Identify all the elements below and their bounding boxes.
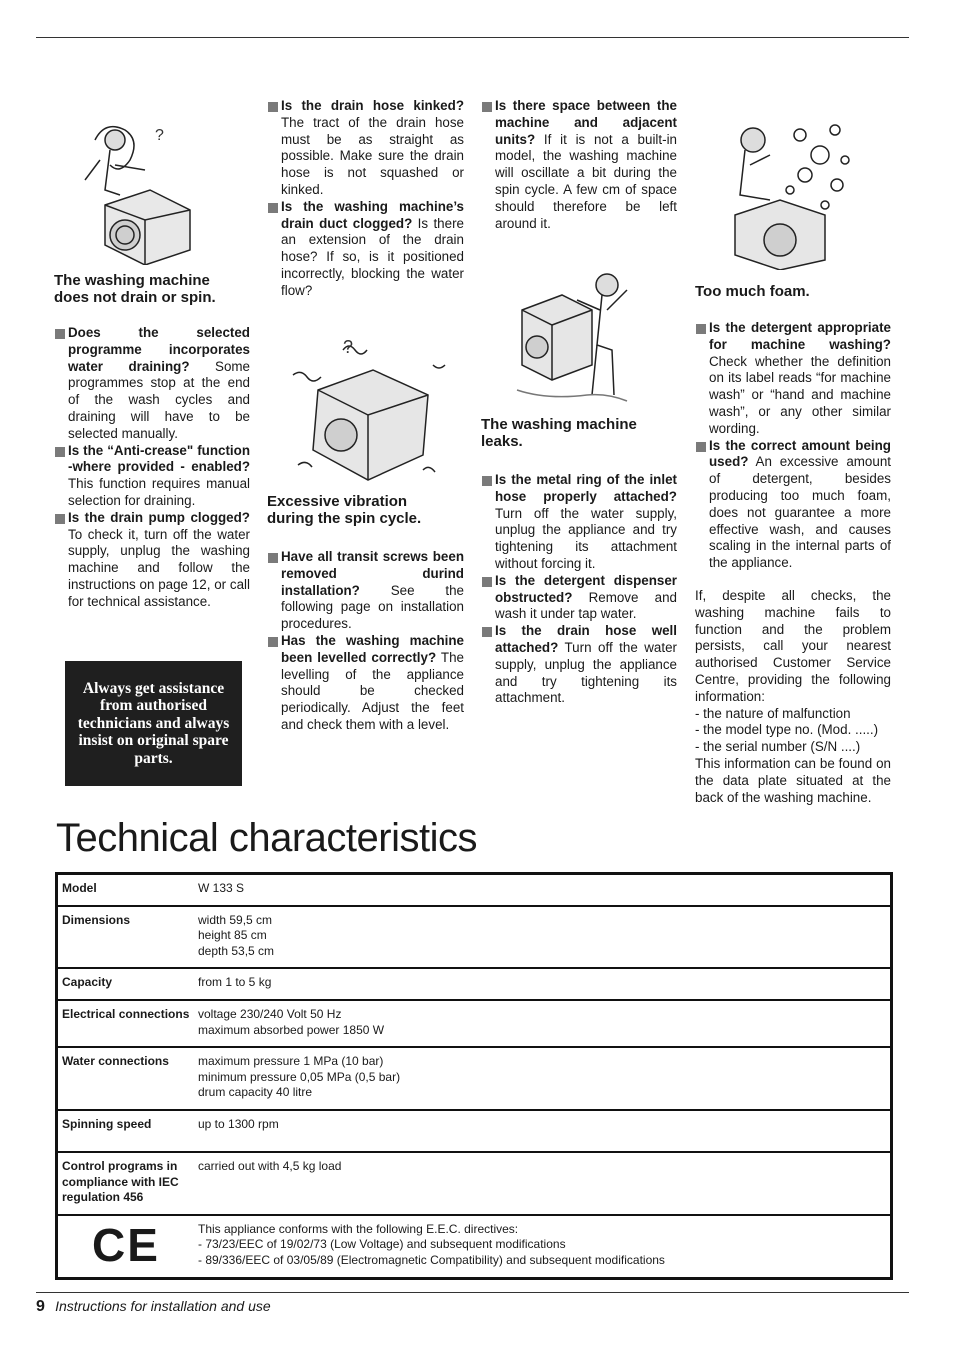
column-leaks bbox=[481, 416, 677, 707]
checklist-item: Has the washing machine been levelled correctly? The levelling of the appliance should be checked periodically. Adjust the feet and check them with a level. bbox=[267, 633, 464, 734]
column-not-draining bbox=[54, 272, 250, 611]
assistance-callout: Always get assistance from authorised technicians and always insist on original spare parts. bbox=[65, 661, 242, 786]
checklist-item: Is the “Anti-crease" function -where provided - enabled? This function requires manual selection for draining. bbox=[54, 443, 250, 510]
column-foam bbox=[695, 283, 891, 806]
column-drain-vibration bbox=[267, 98, 464, 300]
bullet-square-icon bbox=[482, 476, 492, 486]
row-value: W 133 S bbox=[194, 874, 892, 906]
table-row bbox=[57, 968, 892, 1000]
page-footer bbox=[36, 1298, 271, 1316]
table-row bbox=[57, 1215, 892, 1278]
checklist-item: Is the drain hose kinked? The tract of the drain hose must be as straight as possible. Make sure the drain hose is not squashed or kinked. bbox=[267, 98, 464, 199]
table-row bbox=[57, 1152, 892, 1215]
row-value: maximum pressure 1 MPa (10 bar) minimum pressure 0,05 MPa (0,5 bar) drum capacity 40 litre bbox=[194, 1047, 892, 1110]
bullet-square-icon bbox=[268, 203, 278, 213]
page-title: Technical characteristics bbox=[56, 816, 477, 860]
illustration-excessive-vibration bbox=[283, 335, 453, 485]
illustration-machine-leaks bbox=[512, 255, 642, 405]
bullet-square-icon bbox=[482, 577, 492, 587]
column-vibration bbox=[267, 493, 464, 734]
bullet-square-icon bbox=[268, 637, 278, 647]
table-row bbox=[57, 906, 892, 969]
bottom-rule bbox=[36, 1292, 909, 1293]
table-row bbox=[57, 874, 892, 906]
bullet-square-icon bbox=[55, 514, 65, 524]
row-label: Control programs in compliance with IEC regulation 456 bbox=[57, 1152, 195, 1215]
checklist-item: Is there space between the machine and adjacent units? If it is not a built-in model, the washing machine will oscillate a bit during the spin cycle. A few cm of space should therefore be left around it. bbox=[481, 98, 677, 232]
bullet-square-icon bbox=[482, 627, 492, 637]
bullet-square-icon bbox=[268, 102, 278, 112]
svg-text:?: ? bbox=[155, 127, 164, 144]
closing-paragraph: If, despite all checks, the washing machine fails to function and the problem persists, call your nearest authorised Customer Service Centre, providing the following information: bbox=[695, 587, 891, 704]
section-heading: The washing machine does not drain or spin. bbox=[54, 272, 216, 306]
row-value: This appliance conforms with the following E.E.C. directives: - 73/23/EEC of 19/02/73 (Low Voltage) and subsequent modifications - 89/336/EEC of 03/05/89 (Electromagnetic Compatibility) and subsequent modifications bbox=[198, 1221, 665, 1267]
row-value: carried out with 4,5 kg load bbox=[194, 1152, 892, 1215]
checklist-item: Is the correct amount being used? An excessive amount of detergent, besides producing too much foam, does not guarantee a more effective wash, and causes scaling in the internal parts of the appliance. bbox=[695, 438, 891, 572]
row-value: width 59,5 cm height 85 cm depth 53,5 cm bbox=[194, 906, 892, 969]
table-row bbox=[57, 1047, 892, 1110]
row-value: from 1 to 5 kg bbox=[194, 968, 892, 1000]
section-heading: The washing machine leaks. bbox=[481, 416, 637, 450]
illustration-machine-not-draining bbox=[75, 110, 205, 265]
row-label: Spinning speed bbox=[57, 1110, 195, 1152]
bullet-square-icon bbox=[482, 102, 492, 112]
table-row bbox=[57, 1110, 892, 1152]
svg-text:?: ? bbox=[343, 337, 354, 357]
bullet-square-icon bbox=[696, 324, 706, 334]
checklist-item: Is the washing machine’s drain duct clogged? Is there an extension of the drain hose? If so, is it positioned incorrectly, blocking the water flow? bbox=[267, 199, 464, 300]
checklist-item: Is the drain pump clogged? To check it, turn off the water supply, unplug the washing machine and follow the instructions on page 12, or call for technical assistance. bbox=[54, 510, 250, 611]
bullet-square-icon bbox=[55, 447, 65, 457]
checklist-item: Is the detergent appropriate for machine washing? Check whether the definition on its label reads “for machine wash” or “hand and machine wash”, or any other similar wording. bbox=[695, 320, 891, 438]
table-row bbox=[57, 1000, 892, 1047]
bullet-square-icon bbox=[268, 553, 278, 563]
checklist-item: Is the detergent dispenser obstructed? Remove and wash it under tap water. bbox=[481, 573, 677, 623]
page-number: 9 bbox=[36, 1298, 45, 1315]
checklist-item: Is the drain hose well attached? Turn off the water supply, unplug the appliance and try tightening its attachment. bbox=[481, 623, 677, 707]
spec-table bbox=[55, 872, 893, 1280]
row-label: Capacity bbox=[57, 968, 195, 1000]
checklist-item: Does the selected programme incorporates water draining? Some programmes stop at the end of the wash cycles and draining will have to be selected manually. bbox=[54, 325, 250, 443]
checklist-item: Is the metal ring of the inlet hose properly attached? Turn off the water supply, unplug the appliance and try tightening its attachment without forcing it. bbox=[481, 472, 677, 573]
section-heading: Excessive vibration during the spin cycle. bbox=[267, 493, 422, 527]
bullet-square-icon bbox=[696, 442, 706, 452]
section-heading: Too much foam. bbox=[695, 283, 810, 300]
row-label: Dimensions bbox=[57, 906, 195, 969]
illustration-too-much-foam bbox=[725, 115, 855, 270]
row-label: Water connections bbox=[57, 1047, 195, 1110]
checklist-item: Have all transit screws been removed durind installation? See the following page on installation procedures. bbox=[267, 549, 464, 633]
info-list-item: - the nature of malfunction bbox=[695, 705, 851, 721]
row-label: Model bbox=[57, 874, 195, 906]
bullet-square-icon bbox=[55, 329, 65, 339]
ce-mark-icon: CE bbox=[92, 1219, 160, 1272]
footer-text: Instructions for installation and use bbox=[55, 1298, 271, 1314]
column-space bbox=[481, 98, 677, 232]
row-value: voltage 230/240 Volt 50 Hz maximum absorbed power 1850 W bbox=[194, 1000, 892, 1047]
row-label: Electrical connections bbox=[57, 1000, 195, 1047]
info-list-item: - the serial number (S/N ....) bbox=[695, 739, 861, 755]
footnote: This information can be found on the data plate situated at the back of the washing machine. bbox=[695, 755, 891, 805]
info-list-item: - the model type no. (Mod. .....) bbox=[695, 722, 879, 738]
ce-mark-cell bbox=[57, 1215, 195, 1278]
row-value: up to 1300 rpm bbox=[194, 1110, 892, 1152]
top-rule bbox=[36, 37, 909, 38]
